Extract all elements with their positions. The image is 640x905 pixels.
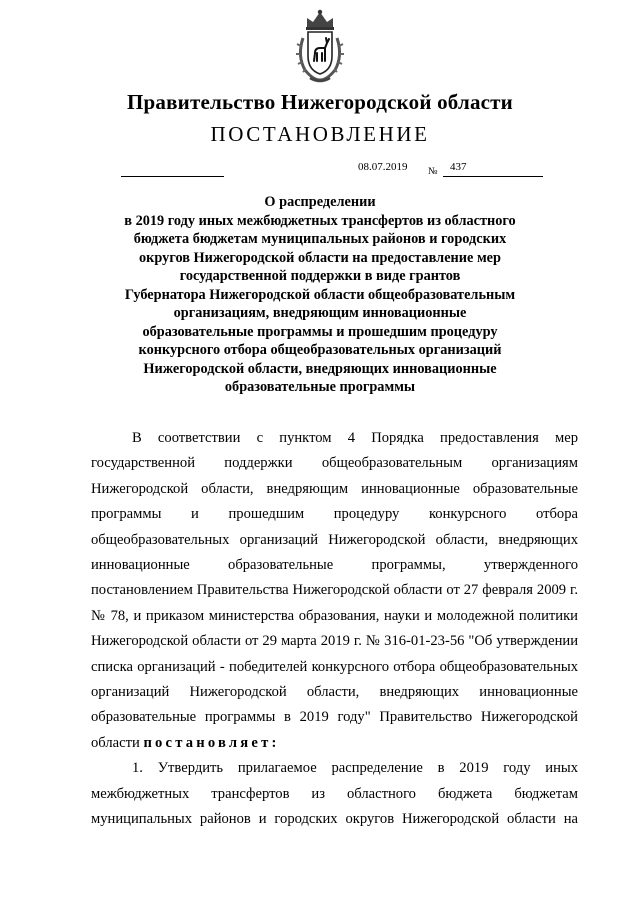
subject-line: образовательные программы <box>224 379 416 395</box>
subject-line: государственной поддержки в виде грантов <box>179 268 461 284</box>
government-name: Правительство Нижегородской области <box>127 90 513 114</box>
preamble-paragraph <box>91 426 578 756</box>
blank-line <box>121 176 224 177</box>
subject-line: Нижегородской области, внедряющих инновационные <box>143 360 497 377</box>
preamble-text: В соответствии с пунктом 4 Порядка предоставления мер государственной поддержки общеобразовательным организациям Нижегородской области, внедряющим инновационные образовательные программы и прошедшим процедуру конкурсного отбора общеобразовательных организаций Нижегородской области, внедряющих инновационные образовательные программы, утвержденного постановлением Правительства Нижегородской области от 27 февраля 2009 г. № 78, и приказом министерства образования, науки и молодежной политики Нижегородской области от 29 марта 2019 г. № 316-01-23-56 "Об утверждении списка организаций - победителей конкурсного отбора общеобразовательных организаций Нижегородской области, внедряющих инновационные образовательные программы в 2019 году" Правительство Нижегородской области <box>91 430 578 751</box>
document-date: 08.07.2019 <box>358 161 408 173</box>
subject-line: бюджета бюджетам муниципальных районов и городских <box>133 231 507 247</box>
document-subject <box>110 193 530 397</box>
subject-line: округов Нижегородской области на предоставление мер <box>139 249 501 266</box>
subject-line: О распределении <box>264 194 376 210</box>
decree-word: постановляет: <box>143 734 280 751</box>
subject-line: конкурсного отбора общеобразовательных организаций <box>138 342 502 358</box>
number-underline <box>443 176 543 177</box>
document-body <box>91 426 578 833</box>
subject-line: образовательные программы и прошедшим процедуру <box>142 323 498 340</box>
subject-line: в 2019 году иных межбюджетных трансфертов из областного <box>124 212 516 229</box>
document-type: ПОСТАНОВЛЕНИЕ <box>210 122 430 146</box>
number-sign: № <box>428 166 438 177</box>
clause-1-paragraph: 1. Утвердить прилагаемое распределение в 2019 году иных межбюджетных трансфертов из областного бюджета бюджетам муниципальных районов и городских округов Нижегородской области на <box>91 760 578 828</box>
coat-of-arms-emblem <box>293 8 347 84</box>
subject-line: Губернатора Нижегородской области общеобразовательным <box>124 286 516 303</box>
document-number: 437 <box>450 161 467 173</box>
subject-line: организациям, внедряющим инновационные <box>173 305 467 321</box>
